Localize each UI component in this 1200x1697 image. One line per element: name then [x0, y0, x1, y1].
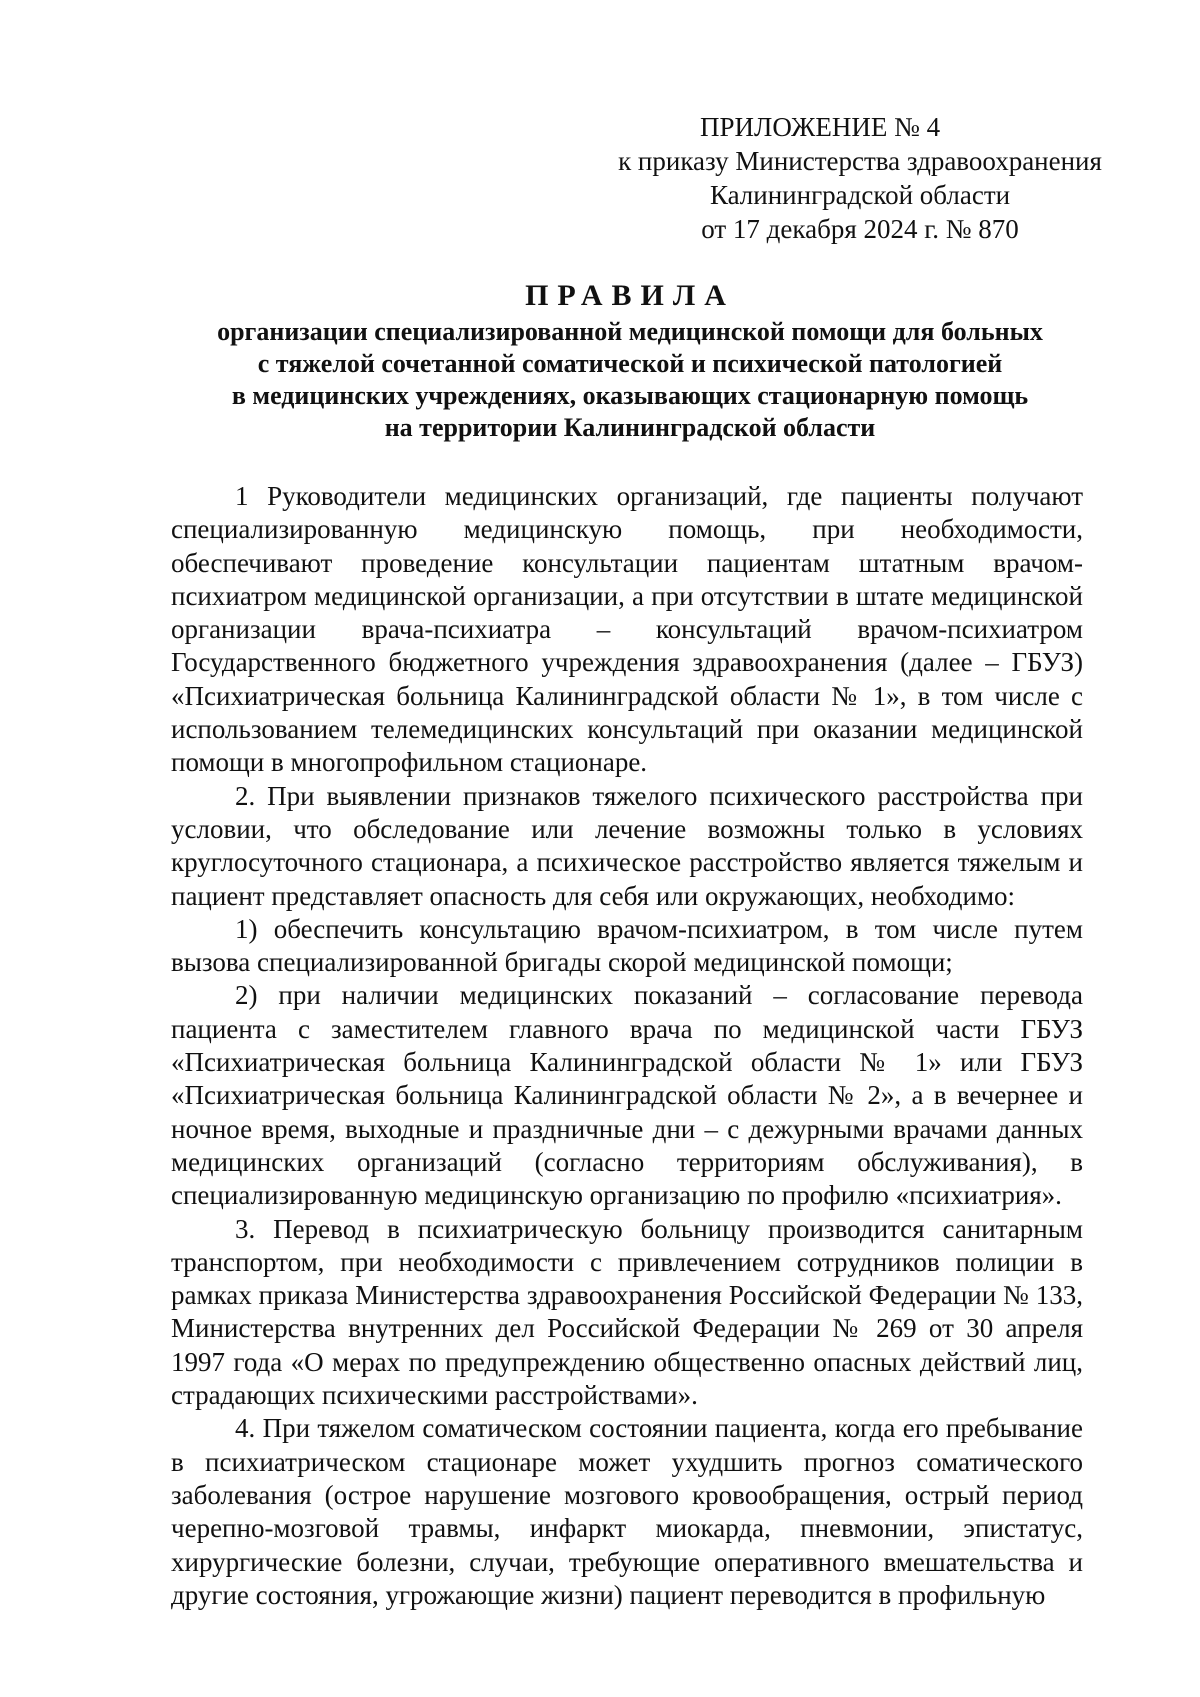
subtitle-line: в медицинских учреждениях, оказывающих стационарную помощь — [231, 381, 1029, 410]
paragraph-3: 3. Перевод в психиатрическую больницу производится санитарным транспортом, при необходимости с привлечением сотрудников полиции в рамках приказа Министерства здравоохранения Российской Федерации № 133, Министерства внутренних дел Российской Федерации № 269 от 30 апреля 1997 года «О мерах по предупреждению общественно опасных действий лиц, страдающих психическими расстройствами». — [171, 1213, 1083, 1411]
paragraph-2-item-2: 2) при наличии медицинских показаний – согласование перевода пациента с заместителем главного врача по медицинской части ГБУЗ «Психиатрическая больница Калининградской области № 1» или ГБУЗ «Психиатрическая больница Калининградской области № 2», а в вечернее и ночное время, выходные и праздничные дни – с дежурными врачами данных медицинских организаций (согласно территориям обслуживания), в специализированную медицинскую организацию по профилю «психиатрия». — [171, 980, 1083, 1211]
paragraph-2: 2. При выявлении признаков тяжелого психического расстройства при условии, что обследование или лечение возможны только в условиях круглосуточного стационара, а психическое расстройство является тяжелым и пациент представляет опасность для себя или окружающих, необходимо: — [171, 780, 1083, 911]
paragraph-1: 1 Руководители медицинских организаций, где пациенты получают специализированную медицинскую помощь, при необходимости, обеспечивают проведение консультации пациентам штатным врачом-психиатром медицинской организации, а при отсутствии в штате медицинской организации врача-психиатра – консультаций врачом-психиатром Государственного бюджетного учреждения здравоохранения (далее – ГБУЗ) «Психиатрическая больница Калининградской области № 1», в том числе с использованием телемедицинских консультаций при оказании медицинской помощи в многопрофильном стационаре. — [171, 481, 1083, 778]
subtitle-line: организации специализированной медицинской помощи для больных — [217, 317, 1043, 346]
subtitle-line: с тяжелой сочетанной соматической и психической патологией — [257, 349, 1003, 378]
appendix-header — [560, 110, 1160, 246]
appendix-region-line: Калининградской области — [709, 180, 1011, 210]
subtitle-line: на территории Калининградской области — [384, 413, 876, 442]
paragraph-4: 4. При тяжелом соматическом состоянии пациента, когда его пребывание в психиатрическом стационаре может ухудшить прогноз соматического заболевания (острое нарушение мозгового кровообращения, острый период черепно-мозговой травмы, инфаркт миокарда, пневмонии, эпистатус, хирургические болезни, случаи, требующие оперативного вмешательства и другие состояния, угрожающие жизни) пациент переводится в профильную — [171, 1413, 1083, 1610]
appendix-title: ПРИЛОЖЕНИЕ № 4 — [700, 112, 941, 142]
appendix-date-line: от 17 декабря 2024 г. № 870 — [701, 214, 1019, 244]
document-body — [171, 480, 1083, 1612]
appendix-order-line: к приказу Министерства здравоохранения — [618, 146, 1102, 176]
paragraph-2-item-1: 1) обеспечить консультацию врачом-психиатром, в том числе путем вызова специализированной бригады скорой медицинской помощи; — [171, 913, 1083, 978]
document-title: ПРАВИЛА — [525, 279, 735, 312]
document-heading — [165, 278, 1095, 444]
